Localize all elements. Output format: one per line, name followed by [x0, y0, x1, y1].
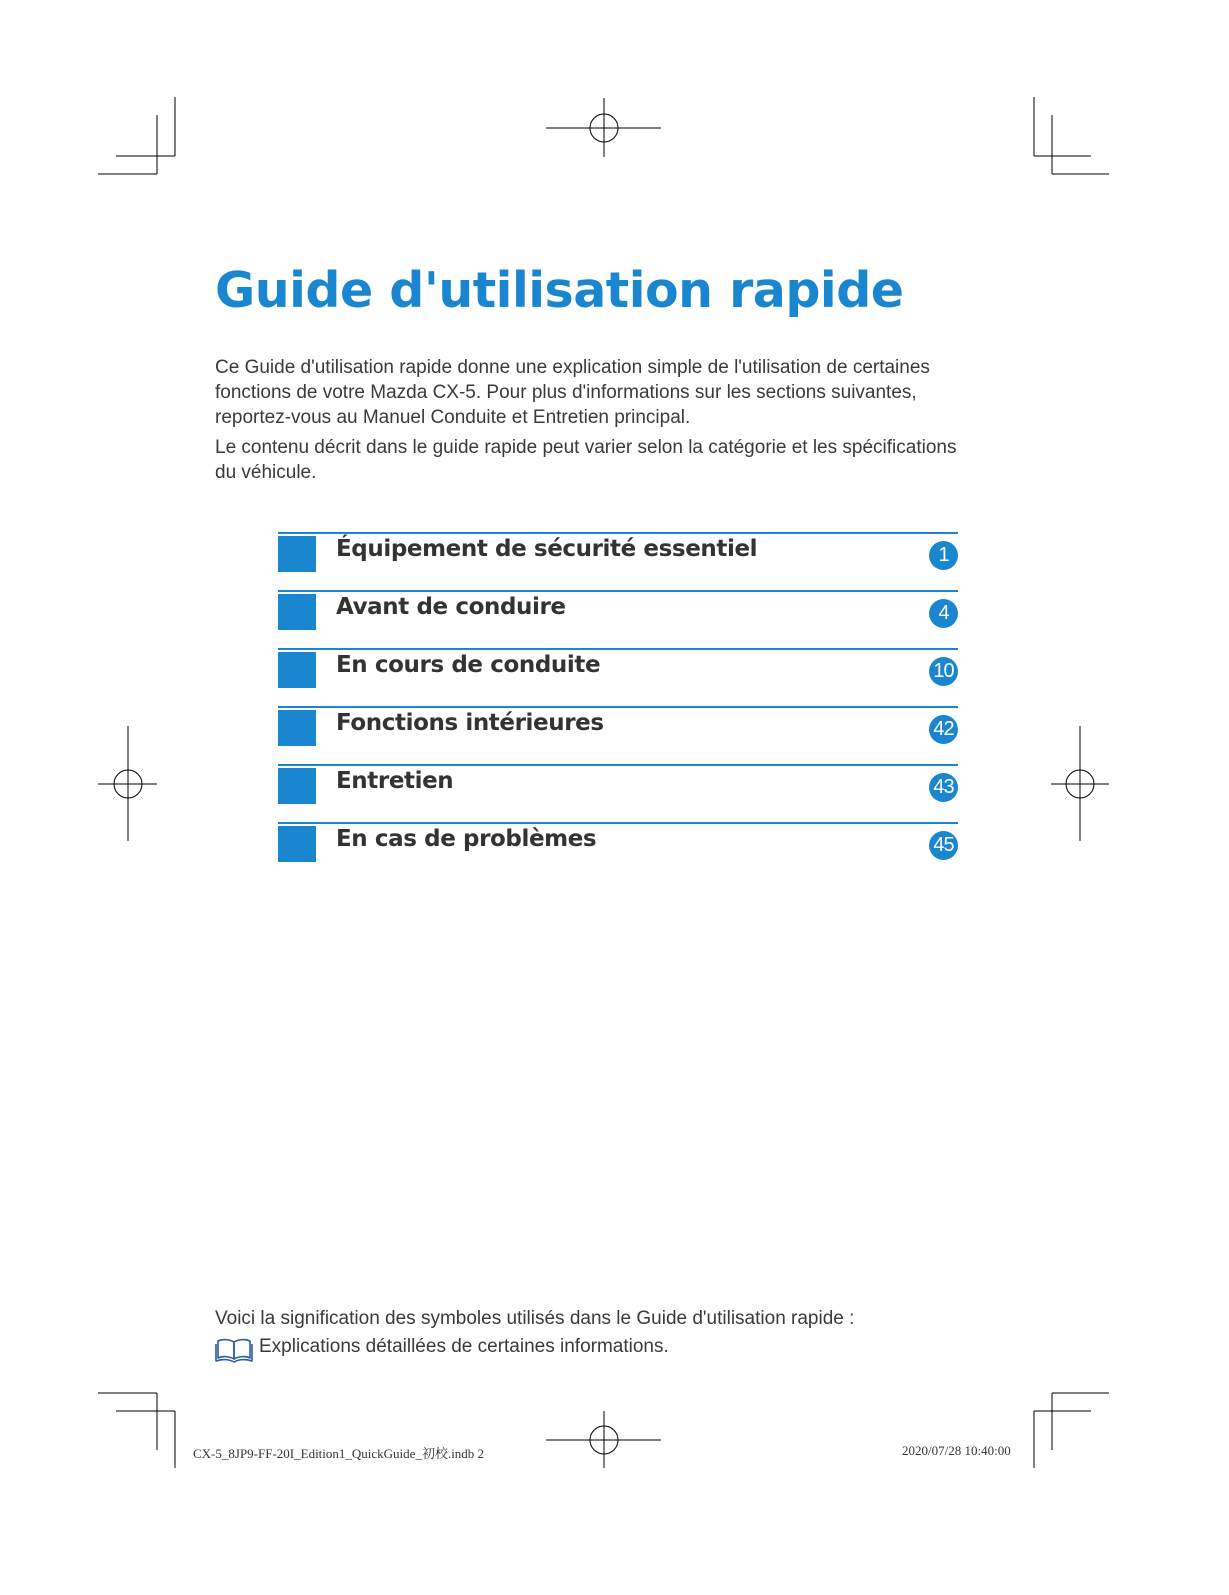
print-slug-filename: CX-5_8JP9-FF-20I_Edition1_QuickGuide_初校.indb 2 — [193, 1446, 485, 1461]
print-slug-datetime: 2020/07/28 10:40:00 — [902, 1443, 1011, 1458]
page-number-badge: 42 — [929, 715, 958, 744]
section-marker — [278, 710, 316, 746]
toc-label: Équipement de sécurité essentiel — [336, 536, 758, 562]
page-number-badge: 4 — [929, 599, 958, 628]
symbol-legend-intro: Voici la signification des symboles utilisés dans le Guide d'utilisation rapide : — [215, 1308, 855, 1329]
toc-item-safety[interactable] — [278, 532, 958, 590]
page-number-badge: 43 — [929, 773, 958, 802]
section-marker — [278, 594, 316, 630]
toc-label: En cours de conduite — [336, 652, 601, 678]
toc-item-troubleshooting[interactable] — [278, 822, 958, 880]
toc-item-before-driving[interactable] — [278, 590, 958, 648]
toc-label: Avant de conduire — [336, 594, 566, 620]
intro-paragraph-1: Ce Guide d'utilisation rapide donne une explication simple de l'utilisation de certaines fonctions de votre Mazda CX-5. Pour plus d'informations sur les sections suivantes, reportez-vous au Manuel Conduite et Entretien principal. — [215, 357, 930, 428]
section-marker — [278, 536, 316, 572]
page-title: Guide d'utilisation rapide — [215, 262, 904, 319]
section-marker — [278, 768, 316, 804]
toc-label: Entretien — [336, 768, 454, 794]
page-number-badge: 10 — [929, 657, 958, 686]
toc-label: En cas de problèmes — [336, 826, 597, 852]
intro-text — [215, 355, 975, 490]
page-number-badge: 1 — [929, 541, 958, 570]
table-of-contents — [278, 532, 958, 880]
symbol-legend-text: Explications détaillées de certaines informations. — [259, 1336, 669, 1357]
book-icon — [215, 1338, 253, 1364]
toc-label: Fonctions intérieures — [336, 710, 604, 736]
section-marker — [278, 826, 316, 862]
section-marker — [278, 652, 316, 688]
page-number-badge: 45 — [929, 831, 958, 860]
toc-item-interior-features[interactable] — [278, 706, 958, 764]
toc-item-while-driving[interactable] — [278, 648, 958, 706]
toc-item-maintenance[interactable] — [278, 764, 958, 822]
intro-paragraph-2: Le contenu décrit dans le guide rapide peut varier selon la catégorie et les spécifications du véhicule. — [215, 437, 957, 483]
